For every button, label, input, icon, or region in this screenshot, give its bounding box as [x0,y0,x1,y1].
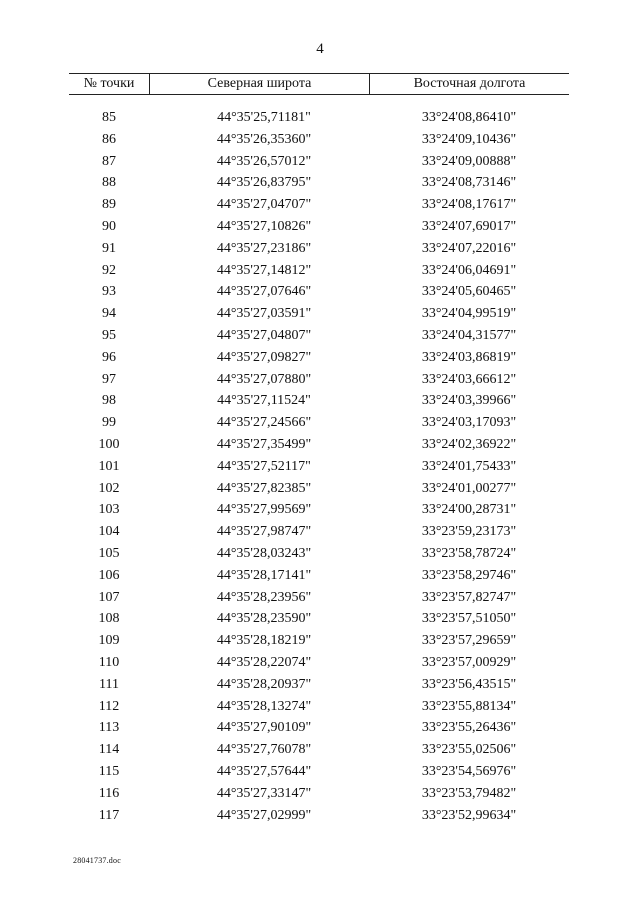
point-number-cell: 106 [98,567,120,583]
point-number-cell: 93 [102,284,116,300]
longitude-cell: 33°24'09,10436" [421,131,517,147]
latitude-cell: 44°35'27,98747" [216,524,312,540]
longitude-cell: 33°23'54,56976" [421,763,517,779]
longitude-cell: 33°24'00,28731" [421,502,517,518]
point-number-cell: 109 [98,633,120,649]
table-row [69,783,569,805]
longitude-cell: 33°23'55,88134" [421,698,517,714]
latitude-cell: 44°35'27,52117" [217,458,311,474]
latitude-cell: 44°35'28,23590" [216,611,312,627]
longitude-cell: 33°24'09,00888" [421,153,517,169]
table-row [69,717,569,739]
header-north-latitude: Северная широта [149,74,370,94]
latitude-cell: 44°35'27,10826" [216,218,312,234]
longitude-cell: 33°23'58,78724" [421,545,517,561]
point-number-cell: 117 [98,807,120,823]
table-row [69,696,569,718]
table-header [69,73,569,95]
table-row [69,151,569,173]
page-number: 4 [316,41,324,57]
longitude-cell: 33°23'57,82747" [421,589,517,605]
table-row [69,347,569,369]
longitude-cell: 33°24'08,73146" [421,175,517,191]
table-row [69,456,569,478]
point-number-cell: 92 [102,262,116,278]
longitude-cell: 33°24'03,39966" [421,393,517,409]
table-row [69,608,569,630]
table-row [69,172,569,194]
latitude-cell: 44°35'28,13274" [216,698,312,714]
point-number-cell: 98 [102,393,116,409]
point-number-cell: 90 [102,218,116,234]
table-row [69,216,569,238]
latitude-cell: 44°35'28,17141" [216,567,312,583]
longitude-cell: 33°24'04,99519" [421,306,517,322]
latitude-cell: 44°35'26,83795" [216,175,312,191]
point-number-cell: 87 [102,153,116,169]
longitude-cell: 33°24'03,86819" [421,349,517,365]
point-number-cell: 111 [99,676,119,692]
latitude-cell: 44°35'27,35499" [216,436,312,452]
point-number-cell: 95 [102,327,116,343]
latitude-cell: 44°35'27,07646" [216,284,312,300]
point-number-cell: 108 [98,611,120,627]
latitude-cell: 44°35'27,76078" [216,742,312,758]
table-row [69,303,569,325]
table-row [69,805,569,827]
latitude-cell: 44°35'27,24566" [216,415,312,431]
latitude-cell: 44°35'27,03591" [216,306,312,322]
table-row [69,499,569,521]
longitude-cell: 33°23'57,00929" [421,654,517,670]
latitude-cell: 44°35'27,04707" [216,197,312,213]
longitude-cell: 33°23'55,26436" [421,720,517,736]
table-row [69,630,569,652]
coordinates-table [69,73,569,826]
point-number-cell: 86 [102,131,116,147]
longitude-cell: 33°23'55,02506" [421,742,517,758]
header-east-longitude: Восточная долгота [413,76,526,91]
longitude-cell: 33°24'03,17093" [421,415,517,431]
longitude-cell: 33°24'04,31577" [421,327,517,343]
latitude-cell: 44°35'28,03243" [216,545,312,561]
latitude-cell: 44°35'27,99569" [216,502,312,518]
table-row [69,369,569,391]
table-row [69,129,569,151]
point-number-cell: 114 [98,742,120,758]
table-row [69,587,569,609]
longitude-cell: 33°24'08,86410" [421,110,517,125]
table-row [69,739,569,761]
longitude-cell: 33°24'03,66612" [421,371,517,387]
point-number-cell: 91 [102,240,116,256]
point-number-cell: 116 [98,785,120,801]
longitude-cell: 33°23'52,99634" [421,807,517,823]
table-row [69,238,569,260]
point-number-cell: 97 [102,371,116,387]
longitude-cell: 33°23'57,51050" [421,611,517,627]
longitude-cell: 33°24'02,36922" [421,436,517,452]
point-number-cell: 104 [98,524,120,540]
document-code: 28041737.doc [73,856,121,865]
table-row [69,281,569,303]
latitude-cell: 44°35'27,09827" [216,349,312,365]
point-number-cell: 103 [98,502,120,518]
latitude-cell: 44°35'27,33147" [216,785,312,801]
latitude-cell: 44°35'28,18219" [216,633,312,649]
table-row [69,652,569,674]
table-row [69,674,569,696]
latitude-cell: 44°35'27,90109" [216,720,312,736]
table-row [69,325,569,347]
longitude-cell: 33°23'53,79482" [421,785,517,801]
longitude-cell: 33°24'06,04691" [421,262,517,278]
longitude-cell: 33°24'08,17617" [421,197,517,213]
point-number-cell: 88 [102,175,116,191]
table-row [69,390,569,412]
point-number-cell: 89 [102,197,116,213]
latitude-cell: 44°35'28,20937" [216,676,312,692]
longitude-cell: 33°24'01,00277" [421,480,517,496]
table-row [69,543,569,565]
table-body [69,107,569,826]
longitude-cell: 33°24'07,22016" [421,240,517,256]
longitude-cell: 33°24'01,75433" [421,458,517,474]
longitude-cell: 33°23'57,29659" [421,633,517,649]
point-number-cell: 85 [102,110,116,125]
longitude-cell: 33°23'56,43515" [421,676,517,692]
table-row [69,761,569,783]
table-row [69,565,569,587]
point-number-cell: 112 [98,698,120,714]
latitude-cell: 44°35'27,07880" [216,371,312,387]
point-number-cell: 105 [98,545,120,561]
table-row [69,412,569,434]
point-number-cell: 113 [98,720,120,736]
point-number-cell: 102 [98,480,120,496]
latitude-cell: 44°35'27,82385" [216,480,312,496]
longitude-cell: 33°24'07,69017" [421,218,517,234]
latitude-cell: 44°35'27,04807" [216,327,312,343]
latitude-cell: 44°35'27,57644" [216,763,312,779]
latitude-cell: 44°35'25,71181" [217,110,311,125]
latitude-cell: 44°35'27,23186" [216,240,312,256]
latitude-cell: 44°35'26,57012" [216,153,312,169]
point-number-cell: 110 [98,654,120,670]
table-row [69,521,569,543]
latitude-cell: 44°35'28,23956" [216,589,312,605]
point-number-cell: 115 [98,763,120,779]
latitude-cell: 44°35'27,14812" [216,262,312,278]
latitude-cell: 44°35'27,02999" [216,807,312,823]
point-number-cell: 101 [98,458,120,474]
point-number-cell: 107 [98,589,120,605]
point-number-cell: 100 [98,436,120,452]
table-row [69,194,569,216]
latitude-cell: 44°35'28,22074" [216,654,312,670]
point-number-cell: 96 [102,349,116,365]
table-row [69,107,569,129]
header-point-number: № точки [83,76,135,91]
latitude-cell: 44°35'26,35360" [216,131,312,147]
point-number-cell: 99 [102,415,116,431]
table-row [69,478,569,500]
longitude-cell: 33°23'59,23173" [421,524,517,540]
longitude-cell: 33°23'58,29746" [421,567,517,583]
latitude-cell: 44°35'27,11524" [217,393,311,409]
table-row [69,434,569,456]
table-row [69,260,569,282]
longitude-cell: 33°24'05,60465" [421,284,517,300]
point-number-cell: 94 [102,306,116,322]
